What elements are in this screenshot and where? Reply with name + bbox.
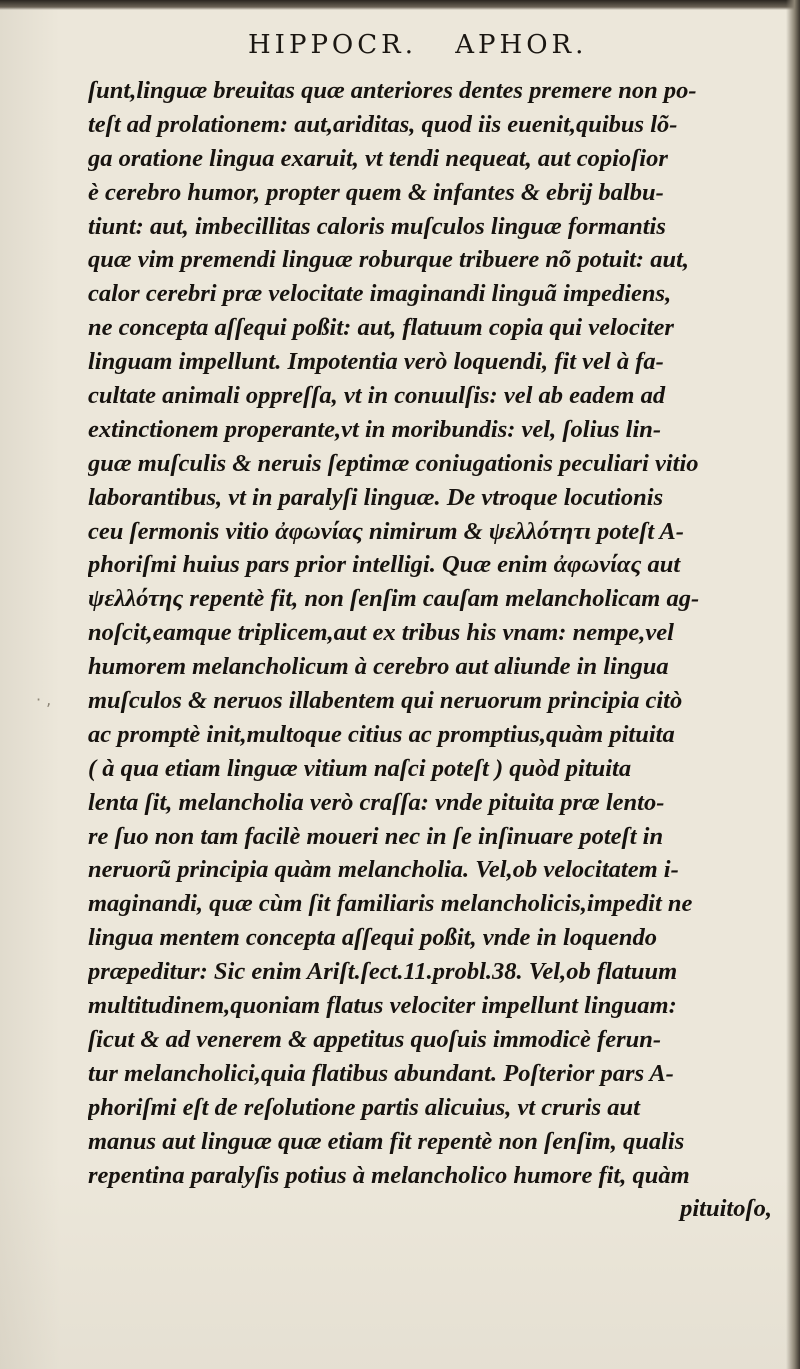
text-line: extinctionem properante,vt in moribundis: vel, ſolius lin- — [88, 415, 662, 443]
text-line: cultate animali oppreſſa, vt in conuulſis: vel ab eadem ad — [88, 382, 666, 410]
text-line: phoriſmi huius pars prior intelligi. Quæ enim ἀφωνίας aut — [88, 551, 681, 579]
body-text — [88, 74, 792, 1226]
text-line: multitudinem,quoniam flatus velociter impellunt linguam: — [88, 992, 677, 1020]
text-line: maginandi, quæ cùm ſit familiaris melancholicis,impedit ne — [88, 890, 693, 918]
text-line: ψελλότης repentè fit, non ſenſim cauſam melancholicam ag- — [88, 585, 700, 613]
text-line: ac promptè init,multoque citius ac promptius,quàm pituita — [88, 720, 675, 748]
text-line: muſculos & neruos illabentem qui neruorum principia citò — [88, 687, 683, 715]
running-head-left: HIPPOCR. — [248, 30, 417, 60]
text-line: tur melancholici,quia flatibus abundant. Poſterior pars A- — [88, 1059, 674, 1087]
text-line: humorem melancholicum à cerebro aut aliunde in lingua — [88, 653, 669, 681]
text-line: è cerebro humor, propter quem & infantes & ebrij balbu- — [88, 178, 664, 206]
text-line: linguam impellunt. Impotentia verò loquendi, fit vel à fa- — [88, 348, 664, 376]
text-line: laborantibus, vt in paralyſi linguæ. De vtroque locutionis — [88, 483, 664, 511]
page-top-edge — [0, 0, 800, 10]
text-line: quæ vim premendi linguæ roburque tribuere nõ potuit: aut, — [88, 246, 690, 274]
text-line: calor cerebri præ velocitate imaginandi linguã impediens, — [88, 280, 672, 308]
text-line: ceu ſermonis vitio ἀφωνίας nimirum & ψελλότητι poteſt A- — [88, 517, 684, 545]
text-line: lingua mentem concepta aſſequi poßit, vnde in loquendo — [88, 924, 657, 952]
text-line: teſt ad prolationem: aut,ariditas, quod iis euenit,quibus lõ- — [88, 110, 678, 138]
text-line: ( à qua etiam linguæ vitium naſci poteſt ) quòd pituita — [88, 754, 632, 782]
text-line: lenta ſit, melancholia verò craſſa: vnde pituita præ lento- — [88, 788, 665, 816]
text-line: ſicut & ad venerem & appetitus quoſuis immodicè ferun- — [88, 1025, 662, 1053]
running-head — [248, 30, 668, 70]
margin-mark: · , — [36, 690, 52, 709]
text-line: neruorũ principia quàm melancholia. Vel,ob velocitatem i- — [88, 856, 679, 884]
catchword: pituitoſo, — [680, 1195, 772, 1223]
text-line: ſunt,linguæ breuitas quæ anteriores dentes premere non po- — [88, 77, 697, 104]
text-line: manus aut linguæ quæ etiam fit repentè non ſenſim, qualis — [88, 1127, 685, 1155]
text-line: ne concepta aſſequi poßit: aut, flatuum copia qui velociter — [88, 314, 674, 342]
running-head-right: APHOR. — [455, 30, 588, 60]
text-line: repentina paralyſis potius à melancholico humore fit, quàm — [88, 1161, 690, 1189]
text-line: phoriſmi eſt de reſolutione partis alicuius, vt cruris aut — [88, 1093, 640, 1121]
text-line: guæ muſculis & neruis ſeptimæ coniugationis peculiari vitio — [88, 449, 699, 477]
text-line: noſcit,eamque triplicem,aut ex tribus his vnam: nempe,vel — [88, 619, 674, 647]
text-line: re ſuo non tam facilè moueri nec in ſe inſinuare poteſt in — [88, 822, 664, 850]
text-line: præpeditur: Sic enim Ariſt.ſect.11.probl.38. Vel,ob flatuum — [88, 958, 678, 986]
text-line: tiunt: aut, imbecillitas caloris muſculos linguæ formantis — [88, 212, 666, 240]
text-line: ga oratione lingua exaruit, vt tendi nequeat, aut copioſior — [88, 144, 668, 172]
